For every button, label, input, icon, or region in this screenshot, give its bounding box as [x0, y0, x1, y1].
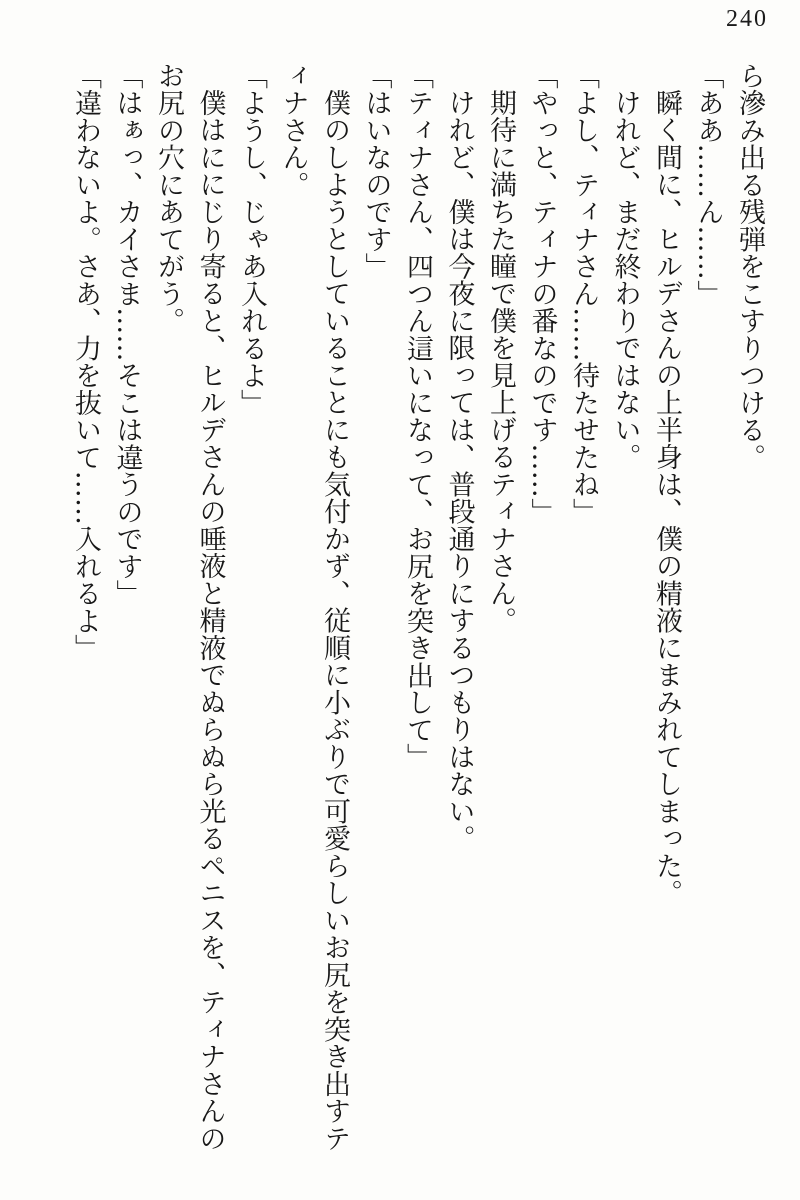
paragraph-11: 僕のしようとしていることにも気付かず、従順に小ぶりで可愛らしいお尻を突き出すティナさん。: [277, 62, 350, 1152]
paragraph-15: 「違わないよ。さあ、力を抜いて……入れるよ」: [70, 62, 101, 662]
paragraph-6: 「やっと、ティナの番なのです……」: [526, 62, 558, 526]
paragraph-10: 「はいなのです」: [360, 62, 392, 280]
paragraph-9: 「ティナさん、四つん這いになって、お尻を突き出して」: [402, 62, 433, 771]
paragraph-12: 「ようし、じゃあ入れるよ」: [236, 62, 267, 417]
page-number: 240: [726, 6, 768, 32]
paragraph-4: けれど、まだ終わりではない。: [609, 89, 641, 471]
paragraph-14: 「はぁっ、カイさま……そこは違うのです」: [111, 62, 143, 607]
paragraph-13: 僕はににじり寄ると、ヒルデさんの唾液と精液でぬらぬら光るペニスを、ティナさんのお尻の穴にあてがう。: [153, 62, 226, 1152]
text-block: [54, 62, 770, 1162]
paragraph-5: 「よし、ティナさん……待たせたね」: [568, 62, 599, 526]
paragraph-3: 瞬く間に、ヒルデさんの上半身は、僕の精液にまみれてしまった。: [651, 89, 682, 907]
paragraph-8: けれど、僕は今夜に限っては、普段通りにするつもりはない。: [443, 89, 475, 852]
paragraph-7: 期待に満ちた瞳で僕を見上げるティナさん。: [485, 89, 516, 634]
paragraph-1: ら滲み出る残弾をこすりつける。: [734, 62, 765, 471]
paragraph-2: 「ああ……ん……」: [692, 62, 724, 308]
